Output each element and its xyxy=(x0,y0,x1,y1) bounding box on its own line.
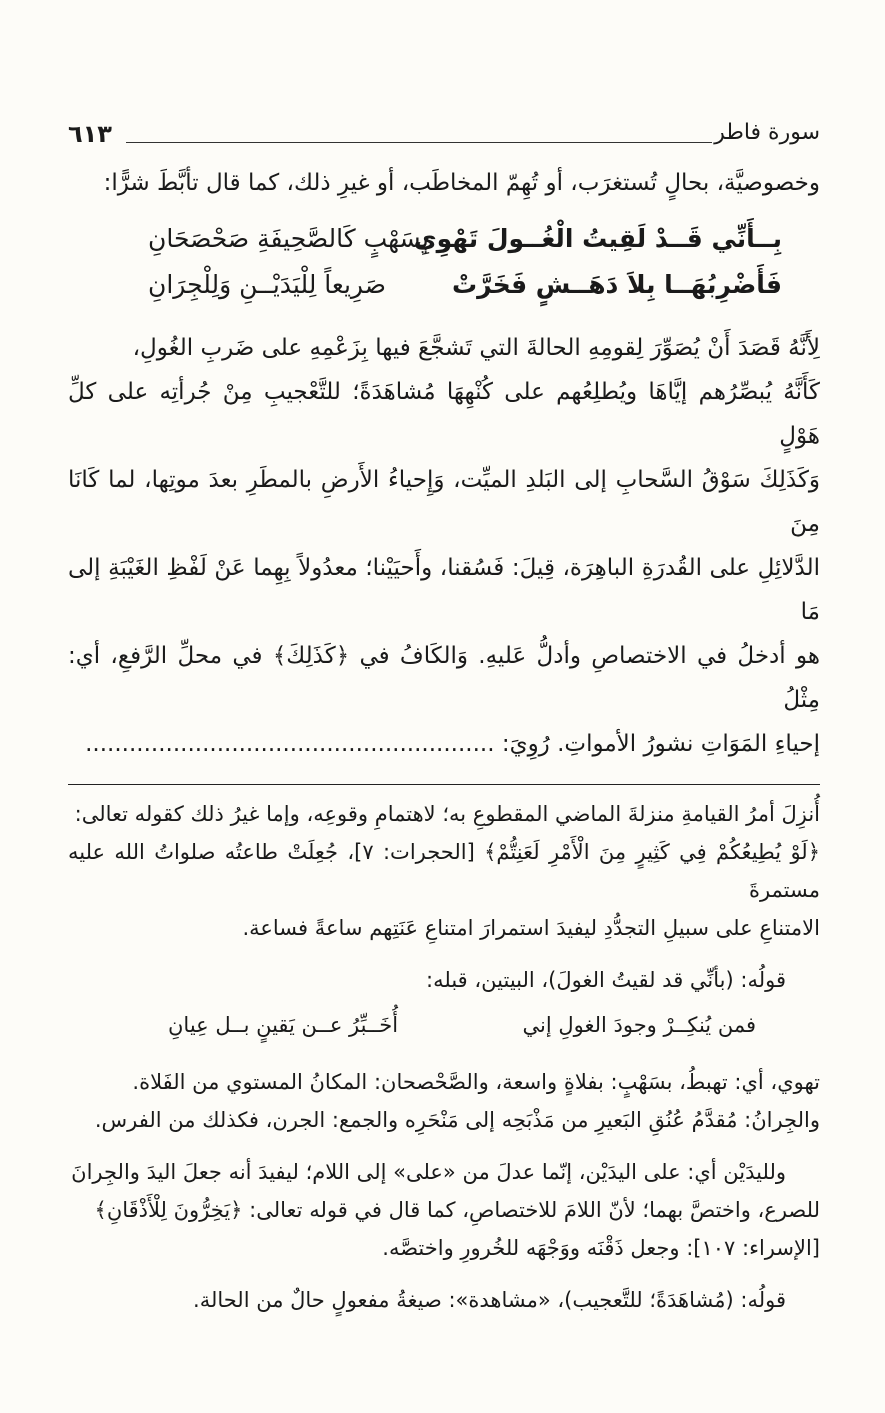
page xyxy=(68,118,820,1319)
page-number: ٦١٣ xyxy=(68,120,112,148)
note-heading: قولُه: (بأنِّي قد لقيتُ الغولَ)، البيتين، قبله: xyxy=(426,968,786,992)
note-line: قولُه: (مُشاهَدَةً؛ للتَّعجيب)، «مشاهدة»: صيغةُ مفعولٍ حالٌ من الحالة. xyxy=(193,1288,786,1312)
note-line: والجِرانُ: مُقدَّمُ عُنُقِ البَعيرِ من مَذْبَحِه إلى مَنْحَرِه والجمع: الجرن، فكذلك من الفرس. xyxy=(94,1108,820,1132)
note-line: أُنزِلَ أمرُ القيامةِ منزلةَ الماضي المقطوعِ به؛ لاهتمامِ وقوعِه، وإما غيرُ ذلك كقوله تعالى: xyxy=(74,802,820,826)
verse-line2-first-hemistich: فَأَضْرِبُهَــا بِلاَ دَهَــشٍ فَخَرَّتْ xyxy=(452,270,782,299)
note-line: تهوي، أي: تهبطُ، بسَهْبٍ: بفلاةٍ واسعة، والصَّحْصحان: المكانُ المستوي من الفَلاة. xyxy=(132,1070,820,1094)
paragraph-line: لِأَنَّهُ قَصَدَ أَنْ يُصَوِّرَ لِقومِهِ الحالةَ التي تَشجَّعَ فيها بِزَعْمِهِ على ضَربِ الغُولِ، xyxy=(132,335,820,361)
note-line: ﴿لَوْ يُطِيعُكُمْ فِي كَثِيرٍ مِنَ الْأَمْرِ لَعَنِتُّمْ﴾ [الحجرات: ٧]، جُعِلَتْ طاعتُه صلواتُ الله عليه مستمرةَ xyxy=(68,840,820,902)
verse-line1-second-hemistich: بِسَهْبٍ كَالصَّحِيفَةِ صَحْصَحَانِ xyxy=(148,224,429,253)
note-verse-second-hemistich: أُخَــبِّرُ عــن يَقينٍ بــل عِيانِ xyxy=(168,1013,399,1037)
paragraph-line: الدَّلائِلِ على القُدرَةِ الباهِرَة، قِيلَ: فَسُقنا، وأَحيَيْنا؛ معدُولاً بِهِما عَنْ لَفْظِ الغَيْبَةِ إلى مَا xyxy=(68,555,820,625)
note-line: [الإسراء: ١٠٧]: وجعل ذَقْنَه ووَجْهَه للخُرورِ واختصَّه. xyxy=(382,1236,820,1260)
spacer xyxy=(68,1139,820,1153)
paragraph-line: إحياءِ المَوَاتِ نشورُ الأمواتِ. رُوِيَ: ........................................................ xyxy=(85,731,820,757)
poem-verse xyxy=(68,218,820,314)
note-line: الامتناعِ على سبيلِ التجدُّدِ ليفيدَ استمرارَ امتناعِ عَنَتِهم ساعةً فساعة. xyxy=(242,916,820,940)
commentary-notes xyxy=(68,795,820,1319)
note-verse-first-hemistich: فمن يُنكِــرْ وجودَ الغولِ إني xyxy=(522,1013,756,1037)
verse-line1-first-hemistich: بِــأَنِّي قَــدْ لَقِيتُ الْغُــولَ تَهْوِي xyxy=(413,224,782,253)
note-line: للصرع، واختصَّ بهما؛ لأنّ اللامَ للاختصاصِ، كما قال في قوله تعالى: ﴿يَخِرُّونَ لِلْأَذْقَانِ﴾ xyxy=(94,1198,820,1222)
page-header xyxy=(68,118,820,154)
spacer xyxy=(68,947,820,961)
note-line: ولليدَيْن أي: على اليدَيْن، إنّما عدلَ من «على» إلى اللام؛ ليفيدَ أنه جعلَ اليدَ والجِرانَ xyxy=(71,1160,786,1184)
surah-title: سورة فاطر xyxy=(714,120,820,145)
paragraph-line: هو أدخلُ في الاختصاصِ وأدلُّ عَليهِ. وَالكَافُ في ﴿كَذَلِكَ﴾ في محلِّ الرَّفعِ، أي: مِثْلُ xyxy=(68,643,820,713)
paragraph-line: وَكَذَلِكَ سَوْقُ السَّحابِ إلى البَلدِ الميِّت، وَإِحياءُ الأَرضِ بالمطَرِ بعدَ موتِها، لما كَانَا مِنَ xyxy=(68,467,820,537)
spacer xyxy=(68,1267,820,1281)
footnote-separator xyxy=(68,784,820,785)
intro-line: وخصوصيَّة، بحالٍ تُستغرَب، أو تُهِمّ المخاطَب، أو غيرِ ذلك، كما قال تأبَّطَ شرًّا: xyxy=(103,170,820,196)
verse-line2-second-hemistich: صَرِيعاً لِلْيَدَيْــنِ وَلِلْجِرَانِ xyxy=(148,270,386,299)
paragraph-line: كَأَنَّهُ يُبصِّرُهم إيَّاهَا ويُطلِعُهم على كُنْهِهَا مُشاهَدَةً؛ للتَّعْجيبِ مِنْ جُرأتِه على كلِّ هَوْلٍ xyxy=(68,379,820,449)
main-text xyxy=(68,160,820,766)
note-verse xyxy=(68,1007,820,1055)
header-rule xyxy=(126,142,712,143)
